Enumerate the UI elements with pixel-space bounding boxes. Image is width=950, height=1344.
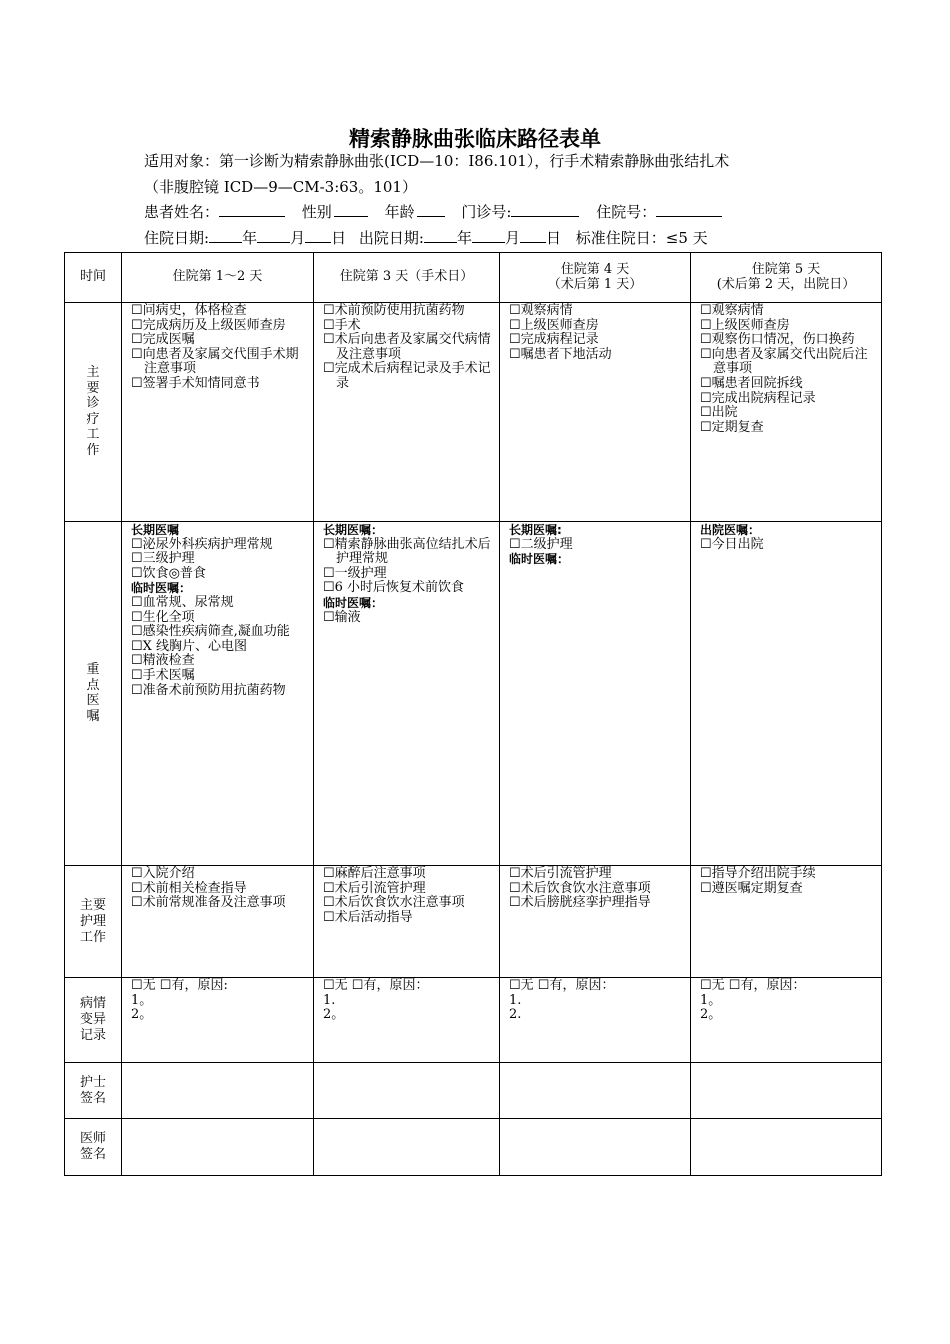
nurse-sign-cell-0[interactable] <box>122 1063 314 1119</box>
patient-name-label: 患者姓名： <box>144 203 220 221</box>
checklist-item: ☐完成医嘱 <box>131 332 195 348</box>
checklist-item: ☐观察病情 <box>700 303 764 318</box>
column-header-day1-2 <box>122 253 314 303</box>
column-header-line2: （术后第 1 天） <box>547 276 643 292</box>
checklist-item: ☐完成术后病程记录及手术记录 <box>323 361 491 391</box>
checklist-item: ☐麻醉后注意事项 <box>323 866 426 881</box>
main-work-row <box>65 303 882 522</box>
item-list <box>691 978 881 1023</box>
time-header: 时间 <box>65 253 122 303</box>
column-header-line1: 住院第 1～2 天 <box>172 269 263 285</box>
item-list <box>314 522 499 625</box>
checklist-item: ☐问病史，体格检查 <box>131 303 247 318</box>
checklist-item: ☐输液 <box>323 609 361 625</box>
checklist-item: ☐生化全项 <box>131 609 195 625</box>
discharge-year-field[interactable] <box>424 228 457 243</box>
variance-cell-3[interactable] <box>691 978 882 1063</box>
column-header-line2: (术后第 2 天，出院日） <box>716 276 856 292</box>
section-heading: 临时医嘱： <box>509 552 570 567</box>
checklist-item: 2. <box>509 1007 522 1023</box>
nurse-sign-row <box>65 1063 882 1119</box>
item-list <box>691 522 881 552</box>
checklist-item: ☐出院 <box>700 405 738 421</box>
checklist-item: ☐入院介绍 <box>131 866 195 881</box>
checklist-item: 1. <box>509 992 522 1008</box>
discharge-year-label: 年 <box>456 229 472 247</box>
item-list <box>314 303 499 392</box>
item-list <box>500 978 690 1023</box>
item-list <box>122 866 313 911</box>
section-heading: 长期医嘱： <box>323 523 384 537</box>
item-list <box>314 978 499 1023</box>
checklist-item: ☐嘱患者下地活动 <box>509 346 612 362</box>
main-work-cell-3 <box>691 303 882 522</box>
main-work-cell-0 <box>122 303 314 522</box>
item-list <box>500 303 690 362</box>
nursing-label <box>65 866 122 978</box>
checklist-item: 2。 <box>131 1007 153 1023</box>
checklist-item: ☐观察病情 <box>509 303 573 318</box>
nurse-sign-cell-3[interactable] <box>691 1063 882 1119</box>
item-list <box>122 303 313 392</box>
nurse-sign-label <box>65 1063 122 1119</box>
doctor-sign-label <box>65 1119 122 1176</box>
column-header-line1: 住院第 3 天（手术日） <box>339 269 474 285</box>
key-orders-cell-1 <box>314 522 500 866</box>
column-header-line1: 住院第 4 天 <box>560 261 630 277</box>
checklist-item: ☐术后活动指导 <box>323 909 413 925</box>
checklist-item: ☐准备术前预防用抗菌药物 <box>131 682 286 698</box>
gender-field[interactable] <box>334 202 368 217</box>
age-label: 年龄 <box>384 203 415 221</box>
key-orders-cell-3 <box>691 522 882 866</box>
key-orders-cell-0 <box>122 522 314 866</box>
patient-info-line <box>144 202 722 222</box>
patient-name-field[interactable] <box>219 202 285 217</box>
column-header-day3 <box>314 253 500 303</box>
checklist-item: ☐精索静脉曲张高位结扎术后护理常规 <box>323 536 491 567</box>
gender-label: 性别 <box>301 203 332 221</box>
checklist-item: ☐一级护理 <box>323 565 387 581</box>
row-label-text: 主要诊疗工作 <box>86 365 100 458</box>
checklist-item: ☐术前常规准备及注意事项 <box>131 895 286 911</box>
checklist-item: ☐上级医师查房 <box>509 317 599 333</box>
checklist-item: ☐6 小时后恢复术前饮食 <box>323 580 465 596</box>
admission-no-field[interactable] <box>656 202 722 217</box>
admission-no-label: 住院号： <box>596 203 657 221</box>
discharge-month-label: 月 <box>504 229 520 247</box>
checklist-item: ☐无 ☐有，原因： <box>323 978 429 993</box>
item-list <box>314 866 499 925</box>
checklist-item: ☐观察伤口情况，伤口换药 <box>700 332 855 348</box>
section-heading: 临时医嘱： <box>323 595 384 610</box>
admit-year-label: 年 <box>242 229 258 247</box>
header-row <box>65 253 882 303</box>
nursing-cell-1 <box>314 866 500 978</box>
discharge-day-label: 日 <box>545 229 561 247</box>
admit-day-field[interactable] <box>305 228 331 243</box>
checklist-item: ☐术前预防使用抗菌药物 <box>323 303 465 318</box>
checklist-item: ☐术后饮食饮水注意事项 <box>509 880 651 896</box>
discharge-month-field[interactable] <box>472 228 505 243</box>
checklist-item: 1。 <box>700 992 722 1008</box>
checklist-item: ☐术后饮食饮水注意事项 <box>323 895 465 911</box>
applicable-target-line1: 适用对象：第一诊断为精索静脉曲张(ICD—10：I86.101），行手术精索静脉曲张结扎术 <box>144 152 730 170</box>
checklist-item: ☐完成出院病程记录 <box>700 390 816 406</box>
column-header-day5 <box>691 253 882 303</box>
admit-date-label: 住院日期: <box>144 229 210 247</box>
checklist-item: ☐血常规、尿常规 <box>131 594 234 610</box>
checklist-item: ☐定期复查 <box>700 419 764 435</box>
doctor-sign-cell-1[interactable] <box>314 1119 500 1176</box>
checklist-item: ☐感染性疾病筛查,凝血功能 <box>131 624 290 640</box>
checklist-item: ☐向患者及家属交代围手术期注意事项 <box>131 346 299 377</box>
form-title: 精索静脉曲张临床路径表单 <box>349 127 601 151</box>
applicable-target-line2: （非腹腔镜 ICD—9—CM-3:63。101） <box>144 178 417 196</box>
checklist-item: ☐指导介绍出院手续 <box>700 866 816 881</box>
row-label-text: 医师签名 <box>79 1131 106 1162</box>
admit-year-field[interactable] <box>209 228 242 243</box>
checklist-item: ☐术前相关检查指导 <box>131 880 247 896</box>
item-list <box>122 522 313 698</box>
checklist-item: ☐无 ☐有，原因: <box>131 978 228 993</box>
doctor-sign-row <box>65 1119 882 1176</box>
discharge-date-label: 出院日期: <box>358 229 424 247</box>
key-orders-label <box>65 522 122 866</box>
checklist-item: ☐术后膀胱痉挛护理指导 <box>509 895 651 911</box>
key-orders-row <box>65 522 882 866</box>
checklist-item: ☐无 ☐有，原因： <box>700 978 806 993</box>
variance-cell-1[interactable] <box>314 978 500 1063</box>
age-field[interactable] <box>417 202 445 217</box>
column-header-line1: 住院第 5 天 <box>751 261 821 277</box>
checklist-item: ☐向患者及家属交代出院后注意事项 <box>700 346 868 377</box>
row-label-text: 病情变异记录 <box>79 996 106 1043</box>
row-label-text: 主要护理工作 <box>79 897 106 945</box>
clinic-no-label: 门诊号: <box>461 203 512 221</box>
doctor-sign-cell-3[interactable] <box>691 1119 882 1176</box>
checklist-item: ☐三级护理 <box>131 551 195 567</box>
checklist-item: ☐签署手术知情同意书 <box>131 375 260 391</box>
key-orders-cell-2 <box>500 522 691 866</box>
checklist-item: ☐遵医嘱定期复查 <box>700 880 803 896</box>
section-heading: 出院医嘱： <box>700 523 761 537</box>
variance-label <box>65 978 122 1063</box>
checklist-item: ☐术后引流管护理 <box>323 880 426 896</box>
checklist-item: ☐手术医嘱 <box>131 667 195 683</box>
checklist-item: 1。 <box>131 992 153 1008</box>
doctor-sign-cell-0[interactable] <box>122 1119 314 1176</box>
section-heading: 临时医嘱： <box>131 581 192 596</box>
variance-row <box>65 978 882 1063</box>
row-label-text: 重点医嘱 <box>86 662 100 724</box>
checklist-item: ☐二级护理 <box>509 536 573 552</box>
nursing-row <box>65 866 882 978</box>
admit-day-label: 日 <box>331 229 347 247</box>
checklist-item: 2。 <box>700 1007 722 1023</box>
variance-cell-0[interactable] <box>122 978 314 1063</box>
column-header-day4 <box>500 253 691 303</box>
main-work-cell-2 <box>500 303 691 522</box>
item-list <box>691 303 881 435</box>
nurse-sign-cell-1[interactable] <box>314 1063 500 1119</box>
checklist-item: ☐饮食◎普食 <box>131 565 206 581</box>
main-work-label <box>65 303 122 522</box>
checklist-item: 1. <box>323 992 336 1008</box>
checklist-item: ☐术后引流管护理 <box>509 866 612 881</box>
section-heading: 长期医嘱 <box>131 523 180 537</box>
checklist-item: 2。 <box>323 1007 345 1023</box>
clinical-pathway-table <box>64 252 882 1176</box>
checklist-item: ☐术后向患者及家属交代病情及注意事项 <box>323 332 491 362</box>
item-list <box>500 866 690 911</box>
checklist-item: ☐手术 <box>323 317 361 333</box>
checklist-item: ☐无 ☐有，原因： <box>509 978 615 993</box>
checklist-item: ☐精液检查 <box>131 653 195 669</box>
nursing-cell-3 <box>691 866 882 978</box>
clinic-no-field[interactable] <box>511 202 579 217</box>
checklist-item: ☐今日出院 <box>700 536 764 552</box>
discharge-day-field[interactable] <box>520 228 546 243</box>
checklist-item: ☐完成病历及上级医师查房 <box>131 317 286 333</box>
standard-stay-label: 标准住院日：≤5 天 <box>575 229 708 247</box>
checklist-item: ☐泌尿外科疾病护理常规 <box>131 536 273 552</box>
main-work-cell-1 <box>314 303 500 522</box>
checklist-item: ☐上级医师查房 <box>700 317 790 333</box>
checklist-item: ☐X 线胸片、心电图 <box>131 638 248 654</box>
doctor-sign-cell-2[interactable] <box>500 1119 691 1176</box>
nursing-cell-2 <box>500 866 691 978</box>
item-list <box>691 866 881 896</box>
admit-month-label: 月 <box>290 229 306 247</box>
row-label-text: 护士签名 <box>79 1074 106 1106</box>
item-list <box>500 522 690 567</box>
date-info-line <box>144 228 708 248</box>
checklist-item: ☐完成病程记录 <box>509 332 599 348</box>
item-list <box>122 978 313 1023</box>
admit-month-field[interactable] <box>257 228 290 243</box>
section-heading: 长期医嘱: <box>509 523 562 537</box>
nurse-sign-cell-2[interactable] <box>500 1063 691 1119</box>
checklist-item: ☐嘱患者回院拆线 <box>700 375 803 391</box>
variance-cell-2[interactable] <box>500 978 691 1063</box>
nursing-cell-0 <box>122 866 314 978</box>
